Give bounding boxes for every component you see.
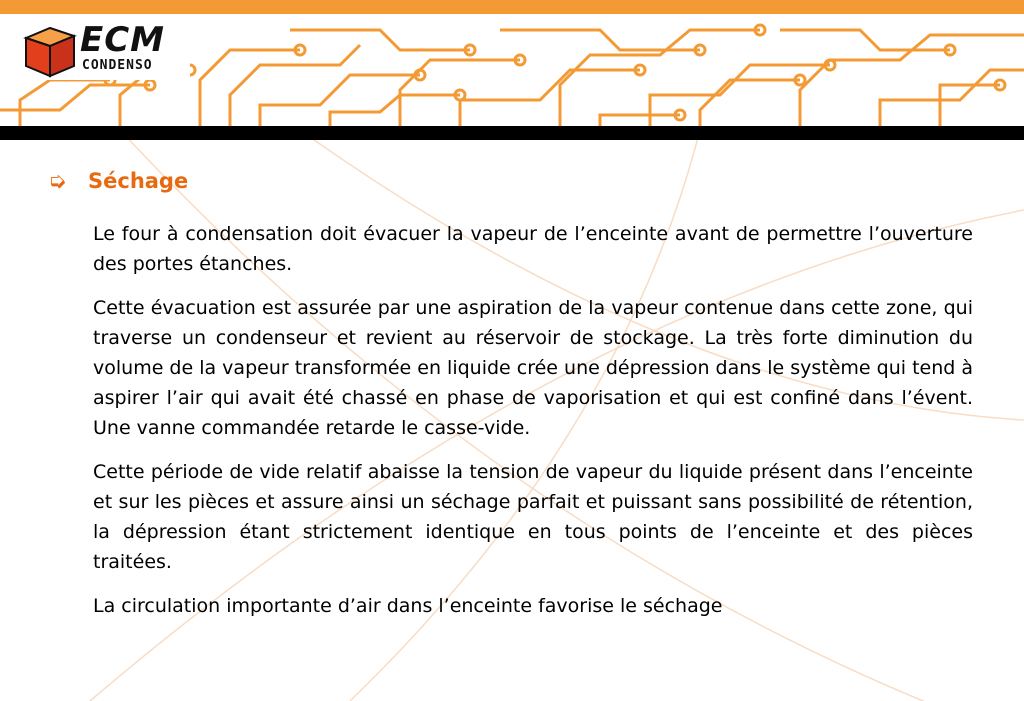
- section-title: Séchage: [88, 169, 189, 193]
- paragraph: Cette période de vide relatif abaisse la tension de vapeur du liquide présent dans l’enceinte et sur les pièces et assure ainsi un séchage parfait et puissant sans possibilité de rétention, la dépression étant strictement identique en tous points de l’enceinte et des pièces traitées.: [93, 461, 973, 573]
- paragraph: Le four à condensation doit évacuer la vapeur de l’enceinte avant de permettre l’ouverture des portes étanches.: [93, 223, 973, 275]
- cube-logo-icon: [20, 22, 78, 80]
- ecm-condenso-logo: [18, 22, 190, 80]
- section-heading: [48, 166, 188, 196]
- logo-subtitle: CONDENSO: [82, 58, 153, 73]
- logo-brand: ECM: [80, 20, 166, 60]
- header-black-bar: [0, 126, 1024, 140]
- paragraph: La circulation importante d’air dans l’enceinte favorise le séchage: [93, 595, 723, 617]
- paragraph: Cette évacuation est assurée par une aspiration de la vapeur contenue dans cette zone, qui traverse un condenseur et revient au réservoir de stockage. La très forte diminution du volume de la vapeur transformée en liquide crée une dépression dans le système qui tend à aspirer l’air qui avait été chassé en phase de vaporisation et qui est confiné dans l’évent. Une vanne commandée retarde le casse-vide.: [93, 297, 973, 439]
- header-banner: [0, 0, 1024, 142]
- body-text: [93, 219, 973, 635]
- arrow-icon: ➭: [48, 168, 67, 194]
